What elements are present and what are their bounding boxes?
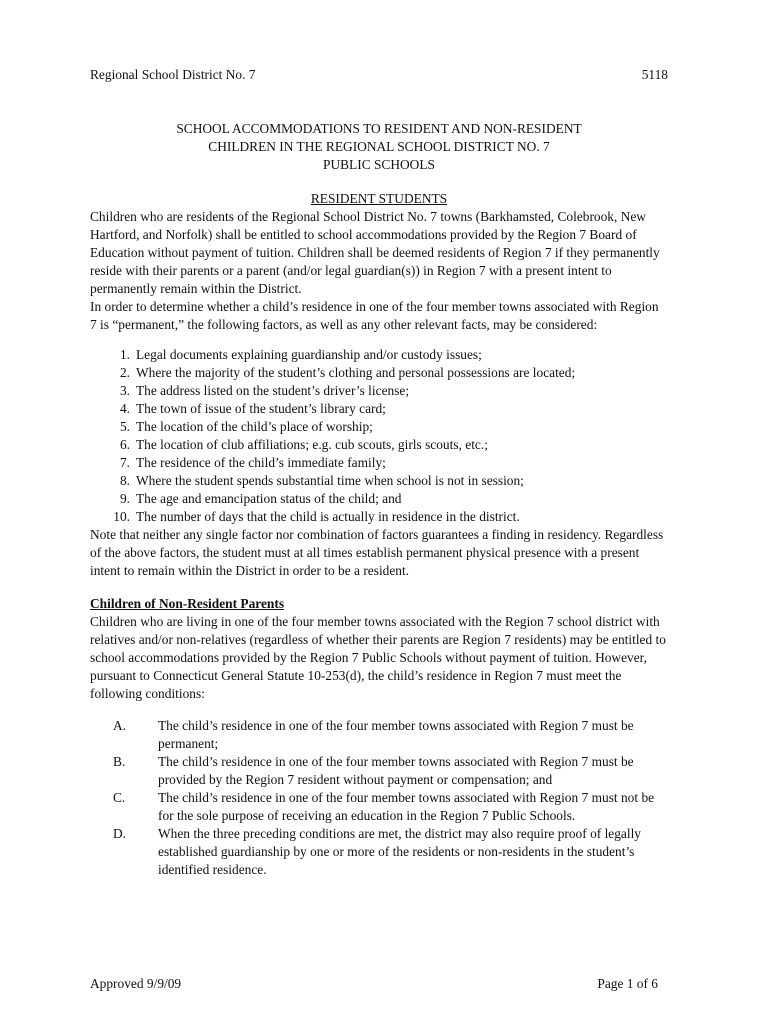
list-item-number: 7.: [119, 455, 130, 470]
list-item: [90, 472, 668, 490]
list-item-text: The residence of the child’s immediate family;: [136, 455, 386, 470]
document-title: [90, 120, 668, 174]
list-item-text: The location of club affiliations; e.g. cub scouts, girls scouts, etc.;: [136, 437, 488, 452]
footer-approved-date: Approved 9/9/09: [90, 976, 182, 991]
page-header: [90, 66, 668, 84]
list-item-number: 8.: [119, 473, 130, 488]
list-item: [90, 436, 668, 454]
list-item-number: 6.: [119, 437, 130, 452]
list-item: [90, 364, 668, 382]
resident-paragraph-1: Children who are residents of the Regional School District No. 7 towns (Barkhamsted, Colebrook, New Hartford, and Norfolk) shall be entitled to school accommodations provided by the Region 7 Board of Education without payment of tuition. Children shall be deemed residents of Region 7 if they permanently reside with their parents or a parent (and/or legal guardian(s)) in Region 7 with a present intent to permanently remain within the District.: [90, 209, 660, 296]
list-item-text: The location of the child’s place of worship;: [136, 419, 373, 434]
condition-text: The child’s residence in one of the four member towns associated with Region 7 must not be for the sole purpose of receiving an education in the Region 7 Public Schools.: [158, 790, 655, 823]
document-page: [90, 66, 668, 1006]
list-item: [90, 418, 668, 436]
list-item-text: Where the student spends substantial time when school is not in session;: [136, 473, 524, 488]
list-item-text: The address listed on the student’s driver’s license;: [136, 383, 410, 398]
list-item: [90, 753, 668, 789]
condition-letter: B.: [113, 754, 126, 769]
header-district-name: Regional School District No. 7: [90, 67, 256, 82]
list-item-number: 3.: [119, 383, 130, 398]
list-item-text: Where the majority of the student’s clothing and personal possessions are located;: [136, 365, 576, 380]
list-item: [90, 346, 668, 364]
page-footer: [90, 975, 658, 993]
condition-letter: A.: [113, 718, 127, 733]
list-item: [90, 789, 668, 825]
list-item: [90, 508, 668, 526]
condition-text: When the three preceding conditions are met, the district may also require proof of legally established guardianship by one or more of the residents or non-residents in the student’s identified residence.: [158, 826, 642, 877]
list-item: [90, 400, 668, 418]
list-item-text: The age and emancipation status of the child; and: [136, 491, 402, 506]
list-item-text: Legal documents explaining guardianship and/or custody issues;: [136, 347, 482, 362]
list-item-number: 2.: [119, 365, 130, 380]
condition-text: The child’s residence in one of the four member towns associated with Region 7 must be provided by the Region 7 resident without payment or compensation; and: [158, 754, 634, 787]
title-line-1: SCHOOL ACCOMMODATIONS TO RESIDENT AND NON-RESIDENT: [176, 121, 582, 136]
condition-letter: C.: [113, 790, 126, 805]
resident-paragraph-3: Note that neither any single factor nor combination of factors guarantees a finding in residency. Regardless of the above factors, the student must at all times establish permanent physical presence with a present intent to remain within the District in order to be a resident.: [90, 527, 664, 578]
footer-page-number: Page 1 of 6: [597, 976, 658, 991]
list-item: [90, 825, 668, 879]
resident-students-heading: RESIDENT STUDENTS: [310, 191, 448, 206]
residency-factors-list: [90, 346, 668, 526]
list-item-number: 10.: [113, 509, 130, 524]
nonresident-paragraph: Children who are living in one of the four member towns associated with the Region 7 school district with relatives and/or non-relatives (regardless of whether their parents are Region 7 residents) may be entitled to school accommodations provided by the Region 7 Public Schools without payment of tuition. However, pursuant to Connecticut General Statute 10-253(d), the child’s residence in Region 7 must meet the following conditions:: [90, 614, 666, 701]
conditions-list: [90, 717, 668, 879]
list-item: [90, 454, 668, 472]
resident-paragraph-2: In order to determine whether a child’s residence in one of the four member towns associated with Region 7 is “permanent,” the following factors, as well as any other relevant facts, may be considered:: [90, 299, 659, 332]
list-item-number: 1.: [119, 347, 130, 362]
list-item: [90, 382, 668, 400]
list-item: [90, 717, 668, 753]
list-item-number: 4.: [119, 401, 130, 416]
title-line-3: PUBLIC SCHOOLS: [323, 157, 435, 172]
list-item: [90, 490, 668, 508]
list-item-text: The number of days that the child is actually in residence in the district.: [136, 509, 520, 524]
list-item-number: 5.: [119, 419, 130, 434]
list-item-number: 9.: [119, 491, 130, 506]
condition-letter: D.: [113, 826, 127, 841]
list-item-text: The town of issue of the student’s library card;: [136, 401, 386, 416]
condition-text: The child’s residence in one of the four member towns associated with Region 7 must be permanent;: [158, 718, 634, 751]
title-line-2: CHILDREN IN THE REGIONAL SCHOOL DISTRICT NO. 7: [208, 139, 550, 154]
header-policy-number: 5118: [641, 67, 668, 82]
nonresident-parents-heading: Children of Non-Resident Parents: [90, 596, 285, 611]
